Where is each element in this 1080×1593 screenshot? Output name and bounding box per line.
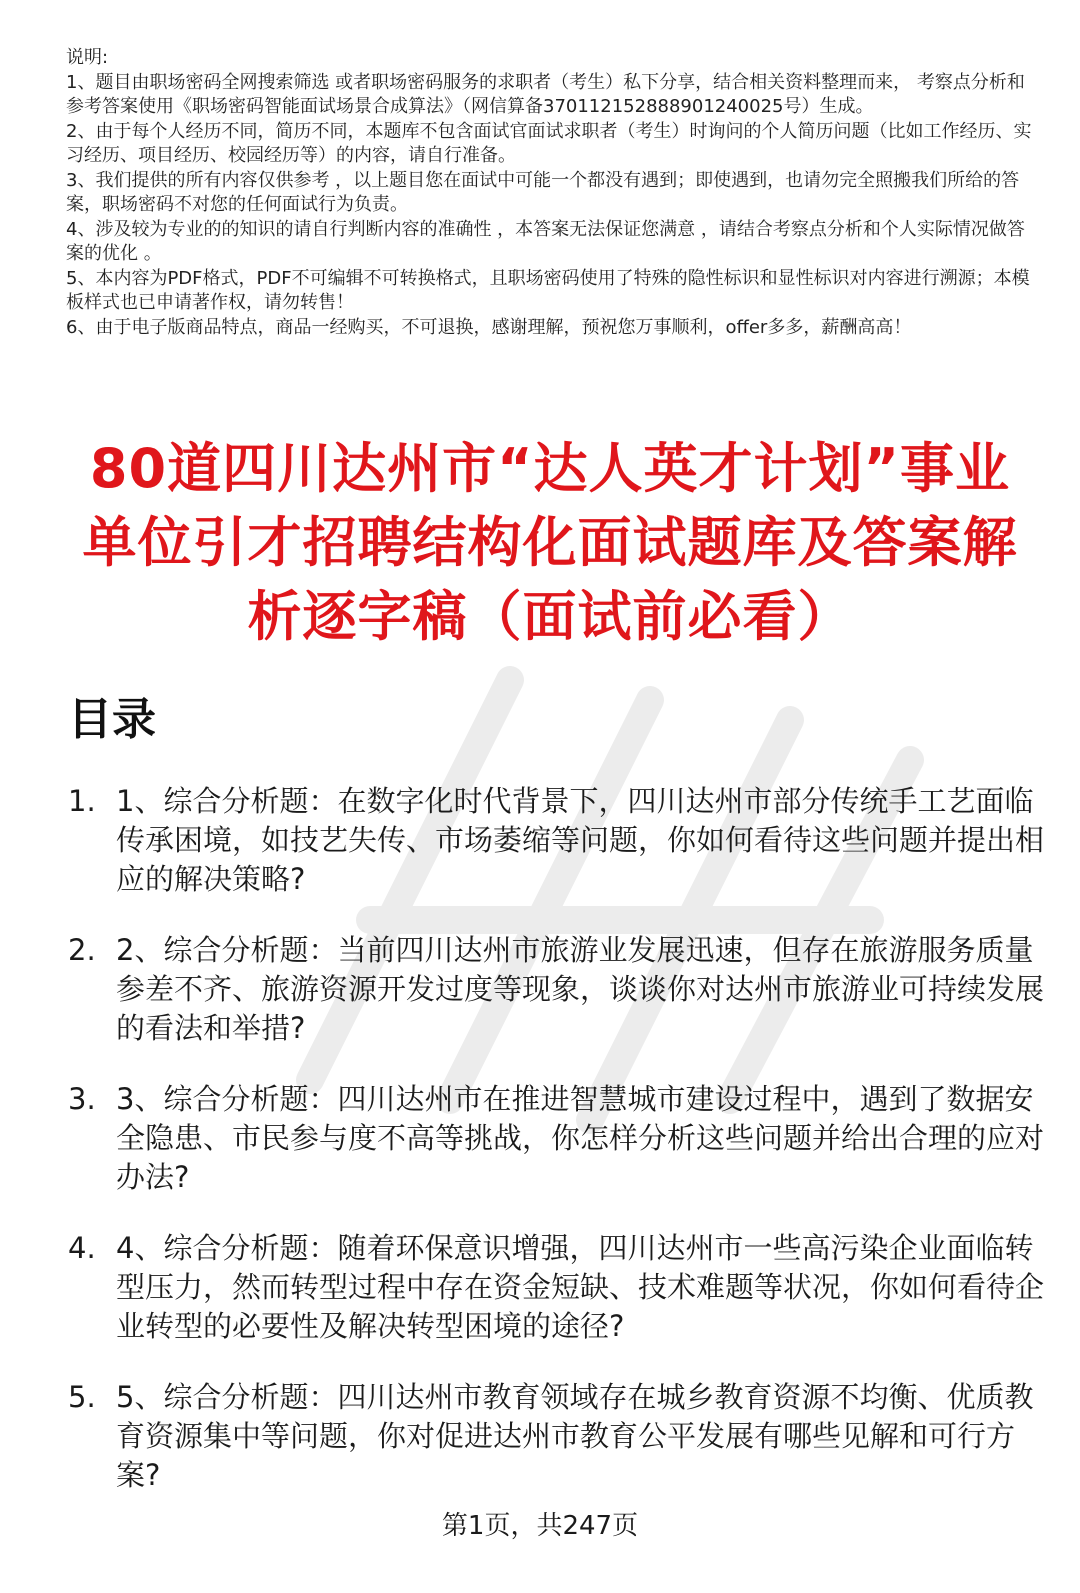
toc-item-text: 2、综合分析题：当前四川达州市旅游业发展迅速，但存在旅游服务质量参差不齐、旅游资源开发过度等现象，谈谈你对达州市旅游业可持续发展的看法和举措? bbox=[116, 933, 1045, 1045]
toc-heading: 目录 bbox=[68, 694, 156, 745]
toc-item[interactable] bbox=[68, 1229, 1048, 1346]
toc-item-text: 3、综合分析题：四川达州市在推进智慧城市建设过程中，遇到了数据安全隐患、市民参与度不高等挑战，你怎样分析这些问题并给出合理的应对办法? bbox=[116, 1082, 1045, 1194]
note-item: 5、本内容为PDF格式，PDF不可编辑不可转换格式，且职场密码使用了特殊的隐性标识和显性标识对内容进行溯源；本模板样式也已申请著作权，请勿转售！ bbox=[66, 267, 1030, 313]
toc-item-text: 4、综合分析题：随着环保意识增强，四川达州市一些高污染企业面临转型压力，然而转型过程中存在资金短缺、技术难题等状况，你如何看待企业转型的必要性及解决转型困境的途径? bbox=[116, 1231, 1045, 1343]
toc-item-number: 4. bbox=[68, 1231, 96, 1265]
toc-item[interactable] bbox=[68, 931, 1048, 1048]
toc-item-number: 3. bbox=[68, 1082, 96, 1116]
notes-heading: 说明: bbox=[66, 47, 109, 68]
note-item: 3、我们提供的所有内容仅供参考 ，以上题目您在面试中可能一个都没有遇到；即使遇到，也请勿完全照搬我们所给的答案，职场密码不对您的任何面试行为负责。 bbox=[66, 169, 1020, 215]
note-item: 4、涉及较为专业的的知识的请自行判断内容的准确性 ，本答案无法保证您满意 ，请结合考察点分析和个人实际情况做答案的优化 。 bbox=[66, 218, 1025, 264]
toc-item-text: 1、综合分析题：在数字化时代背景下，四川达州市部分传统手工艺面临传承困境，如技艺失传、市场萎缩等问题，你如何看待这些问题并提出相应的解决策略? bbox=[116, 784, 1045, 896]
page-number-footer: 第1页，共247页 bbox=[441, 1511, 639, 1541]
document-title: 80道四川达州市“达人英才计划”事业单位引才招聘结构化面试题库及答案解析逐字稿（面试前必看） bbox=[82, 437, 1018, 648]
toc-item[interactable] bbox=[68, 782, 1048, 899]
toc-item-text: 5、综合分析题：四川达州市教育领域存在城乡教育资源不均衡、优质教育资源集中等问题，你对促进达州市教育公平发展有哪些见解和可行方案? bbox=[116, 1380, 1034, 1492]
toc-item[interactable] bbox=[68, 1378, 1048, 1495]
toc-item[interactable] bbox=[68, 1080, 1048, 1197]
toc-item-number: 2. bbox=[68, 933, 96, 967]
note-item: 6、由于电子版商品特点，商品一经购买，不可退换，感谢理解，预祝您万事顺利，offer多多，薪酬高高！ bbox=[66, 316, 912, 338]
note-item: 1、题目由职场密码全网搜索筛选 或者职场密码服务的求职者（考生）私下分享，结合相关资料整理而来， 考察点分析和参考答案使用《职场密码智能面试场景合成算法》（网信算备370112152888901240025号）生成。 bbox=[66, 71, 1025, 117]
toc-list bbox=[68, 782, 1048, 1527]
toc-item-number: 1. bbox=[68, 784, 96, 818]
note-item: 2、由于每个人经历不同，简历不同，本题库不包含面试官面试求职者（考生）时询问的个人简历问题（比如工作经历、实习经历、项目经历、校园经历等）的内容，请自行准备。 bbox=[66, 120, 1032, 166]
disclaimer-notes bbox=[66, 46, 1041, 340]
toc-item-number: 5. bbox=[68, 1380, 96, 1414]
